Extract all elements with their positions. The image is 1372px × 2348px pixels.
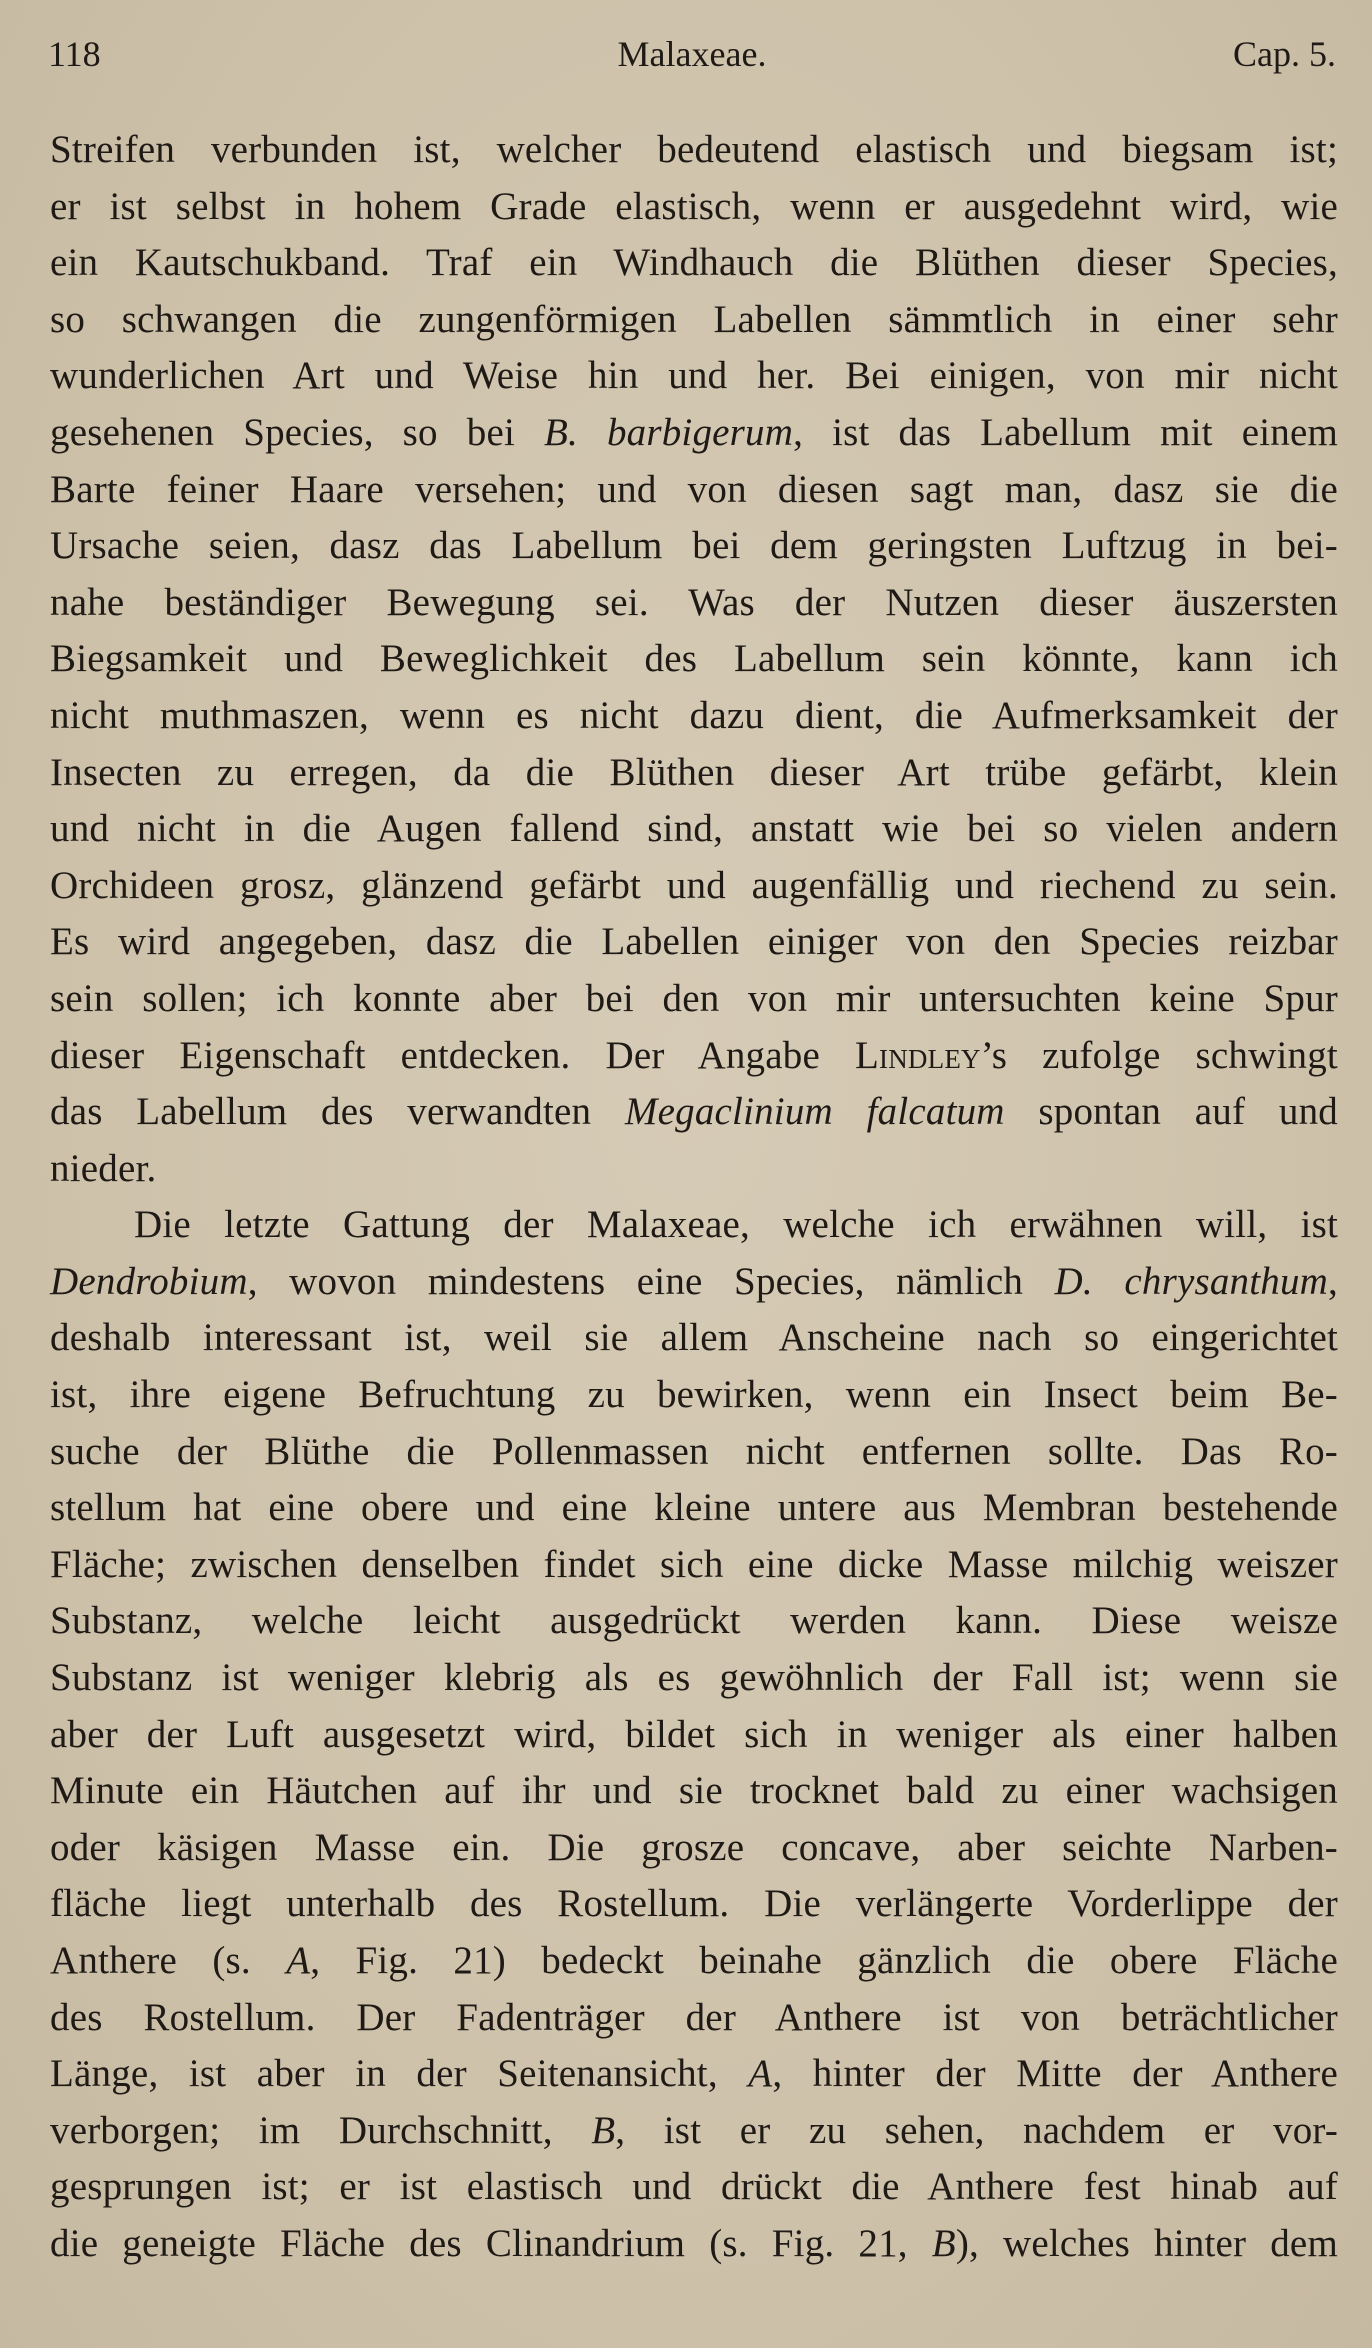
text-line: ist, ihre eigene Befruchtung zu bewirken, wenn ein Insect beim Be- (50, 1373, 1338, 1417)
text-line: gesehenen Species, so bei B. barbigerum, ist das Labellum mit einem (50, 410, 1339, 454)
species-name: D. chrysanthum (1054, 1259, 1329, 1303)
text-line: Länge, ist aber in der Seitenansicht, A, hinter der Mitte der Anthere (50, 2052, 1338, 2096)
text-line: und nicht in die Augen fallend sind, anstatt wie bei so vielen andern (50, 807, 1338, 851)
chapter-label: Cap. 5. (1233, 34, 1336, 74)
text-line: Ursache seien, dasz das Labellum bei dem geringsten Luftzug in bei- (50, 524, 1338, 568)
text-line: Fläche; zwischen denselben findet sich eine dicke Masse milchig weiszer (50, 1542, 1338, 1586)
text-line: das Labellum des verwandten Megaclinium falcatum spontan auf und (50, 1090, 1338, 1134)
body-text (50, 122, 1338, 2273)
text-line: Biegsamkeit und Beweglichkeit des Labellum sein könnte, kann ich (50, 637, 1338, 681)
text-line: nicht muthmaszen, wenn es nicht dazu dient, die Aufmerksamkeit der (50, 693, 1338, 737)
figure-ref: B (591, 2108, 616, 2152)
text-line: Dendrobium, wovon mindestens eine Species, nämlich D. chrysanthum, (50, 1259, 1338, 1303)
text-line: stellum hat eine obere und eine kleine untere aus Membran bestehende (50, 1486, 1338, 1530)
text-line: verborgen; im Durchschnitt, B, ist er zu sehen, nachdem er vor- (50, 2108, 1339, 2152)
species-name: Megaclinium falcatum (624, 1090, 1005, 1134)
text-line: nahe beständiger Bewegung sei. Was der Nutzen dieser äuszersten (50, 580, 1338, 624)
text-line: gesprungen ist; er ist elastisch und drückt die Anthere fest hinab auf (50, 2165, 1338, 2209)
text-line: Anthere (s. A, Fig. 21) bedeckt beinahe gänzlich die obere Fläche (50, 1939, 1338, 1982)
genus-name: Dendrobium (50, 1259, 248, 1303)
text-line: so schwangen die zungenförmigen Labellen sämmtlich in einer sehr (50, 297, 1338, 341)
text-line: er ist selbst in hohem Grade elastisch, wenn er ausgedehnt wird, wie (50, 184, 1338, 228)
figure-ref: A (748, 2052, 773, 2096)
text-line: Substanz, welche leicht ausgedrückt werden kann. Diese weisze (50, 1599, 1338, 1643)
text-line: deshalb interessant ist, weil sie allem Anscheine nach so eingerichtet (50, 1316, 1338, 1360)
text-line: Insecten zu erregen, da die Blüthen dieser Art trübe gefärbt, klein (50, 750, 1338, 794)
author-name: Lindley (855, 1033, 981, 1077)
text-line: fläche liegt unterhalb des Rostellum. Die verlängerte Vorderlippe der (50, 1882, 1338, 1926)
text-line: suche der Blüthe die Pollenmassen nicht entfernen sollte. Das Ro- (50, 1429, 1338, 1473)
text-line: nieder. (50, 1146, 157, 1190)
text-line: Barte feiner Haare versehen; und von diesen sagt man, dasz sie die (50, 467, 1338, 511)
figure-ref: A (286, 1939, 311, 1982)
text-line: die geneigte Fläche des Clinandrium (s. Fig. 21, B), welches hinter dem (50, 2221, 1338, 2265)
text-line: Minute ein Häutchen auf ihr und sie trocknet bald zu einer wachsigen (50, 1769, 1338, 1813)
text-line: aber der Luft ausgesetzt wird, bildet sich in weniger als einer halben (50, 1712, 1338, 1756)
text-line: ein Kautschukband. Traf ein Windhauch die Blüthen dieser Species, (50, 241, 1338, 285)
page-number: 118 (48, 34, 101, 74)
figure-ref: B (931, 2221, 956, 2265)
text-line: Streifen verbunden ist, welcher bedeutend elastisch und biegsam ist; (50, 128, 1338, 171)
text-line: oder käsigen Masse ein. Die grosze concave, aber seichte Narben- (50, 1825, 1338, 1869)
section-title: Malaxeae. (617, 34, 767, 74)
text-line: Substanz ist weniger klebrig als es gewöhnlich der Fall ist; wenn sie (50, 1656, 1338, 1700)
paragraph-start-line: Die letzte Gattung der Malaxeae, welche ich erwähnen will, ist (134, 1203, 1338, 1247)
text-line: des Rostellum. Der Fadenträger der Anthere ist von beträchtlicher (50, 1995, 1338, 2039)
text-line: wunderlichen Art und Weise hin und her. Bei einigen, von mir nicht (50, 354, 1338, 398)
species-name: B. barbigerum (543, 410, 794, 454)
text-line: dieser Eigenschaft entdecken. Der Angabe Lindley’s zufolge schwingt (50, 1033, 1338, 1077)
running-header (48, 28, 1336, 80)
text-line: sein sollen; ich konnte aber bei den von mir untersuchten keine Spur (50, 976, 1338, 1020)
text-line: Es wird angegeben, dasz die Labellen einiger von den Species reizbar (50, 920, 1338, 964)
text-line: Orchideen grosz, glänzend gefärbt und augenfällig und riechend zu sein. (50, 863, 1338, 907)
